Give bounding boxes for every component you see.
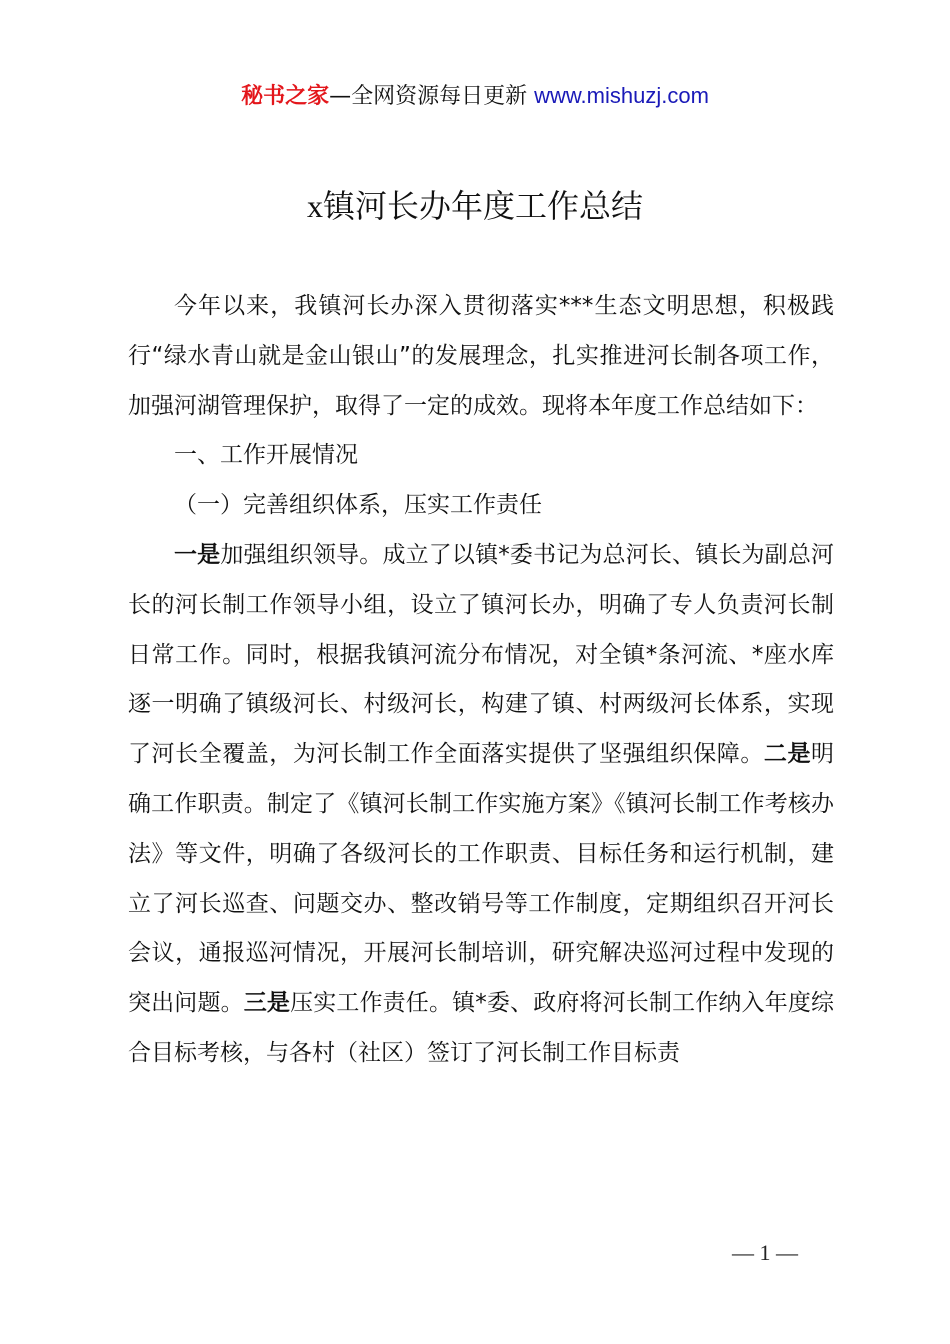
lead-phrase-2: 二是 <box>763 741 812 768</box>
lead-phrase-3: 三是 <box>243 990 291 1017</box>
subsection-heading: （一）完善组织体系，压实工作责任 <box>174 492 542 519</box>
paragraph-text-3: 压实工作责任。镇*委、政府将河长制工作纳入年度综合目标考核，与各村（社区）签订了河长制工作目标责 <box>128 990 835 1066</box>
lead-phrase-1: 一是 <box>174 541 221 568</box>
header-slogan: —全网资源每日更新 <box>329 84 535 109</box>
intro-paragraph: 今年以来，我镇河长办深入贯彻落实***生态文明思想，积极践行“绿水青山就是金山银山”的发展理念，扎实推进河长制各项工作，加强河湖管理保护，取得了一定的成效。现将本年度工作总结如下： <box>128 293 834 419</box>
document-title <box>0 184 950 228</box>
section-heading: 一、工作开展情况 <box>174 442 358 469</box>
body-paragraph <box>128 531 834 1079</box>
document-body <box>128 282 834 1079</box>
title-prefix: x <box>306 188 323 224</box>
title-text: 镇河长办年度工作总结 <box>322 187 643 225</box>
page-header <box>0 80 950 113</box>
paragraph-text-1: 加强组织领导。成立了以镇*委书记为总河长、镇长为副总河长的河长制工作领导小组，设立了镇河长办，明确了专人负责河长制日常工作。同时，根据我镇河流分布情况，对全镇*条河流、*座水库逐一明确了镇级河长、村级河长，构建了镇、村两级河长体系，实现了河长全覆盖，为河长制工作全面落实提供了坚强组织保障。 <box>128 541 835 768</box>
header-url[interactable]: www.mishuzj.com <box>534 83 709 108</box>
brand-name: 秘书之家 <box>241 84 330 109</box>
page-number: — 1 — <box>732 1240 798 1265</box>
paragraph-text-2: 明确工作职责。制定了《镇河长制工作实施方案》《镇河长制工作考核办法》等文件，明确了各级河长的工作职责、目标任务和运行机制，建立了河长巡查、问题交办、整改销号等工作制度，定期组织召开河长会议，通报巡河情况，开展河长制培训，研究解决巡河过程中发现的突出问题。 <box>128 741 835 1017</box>
